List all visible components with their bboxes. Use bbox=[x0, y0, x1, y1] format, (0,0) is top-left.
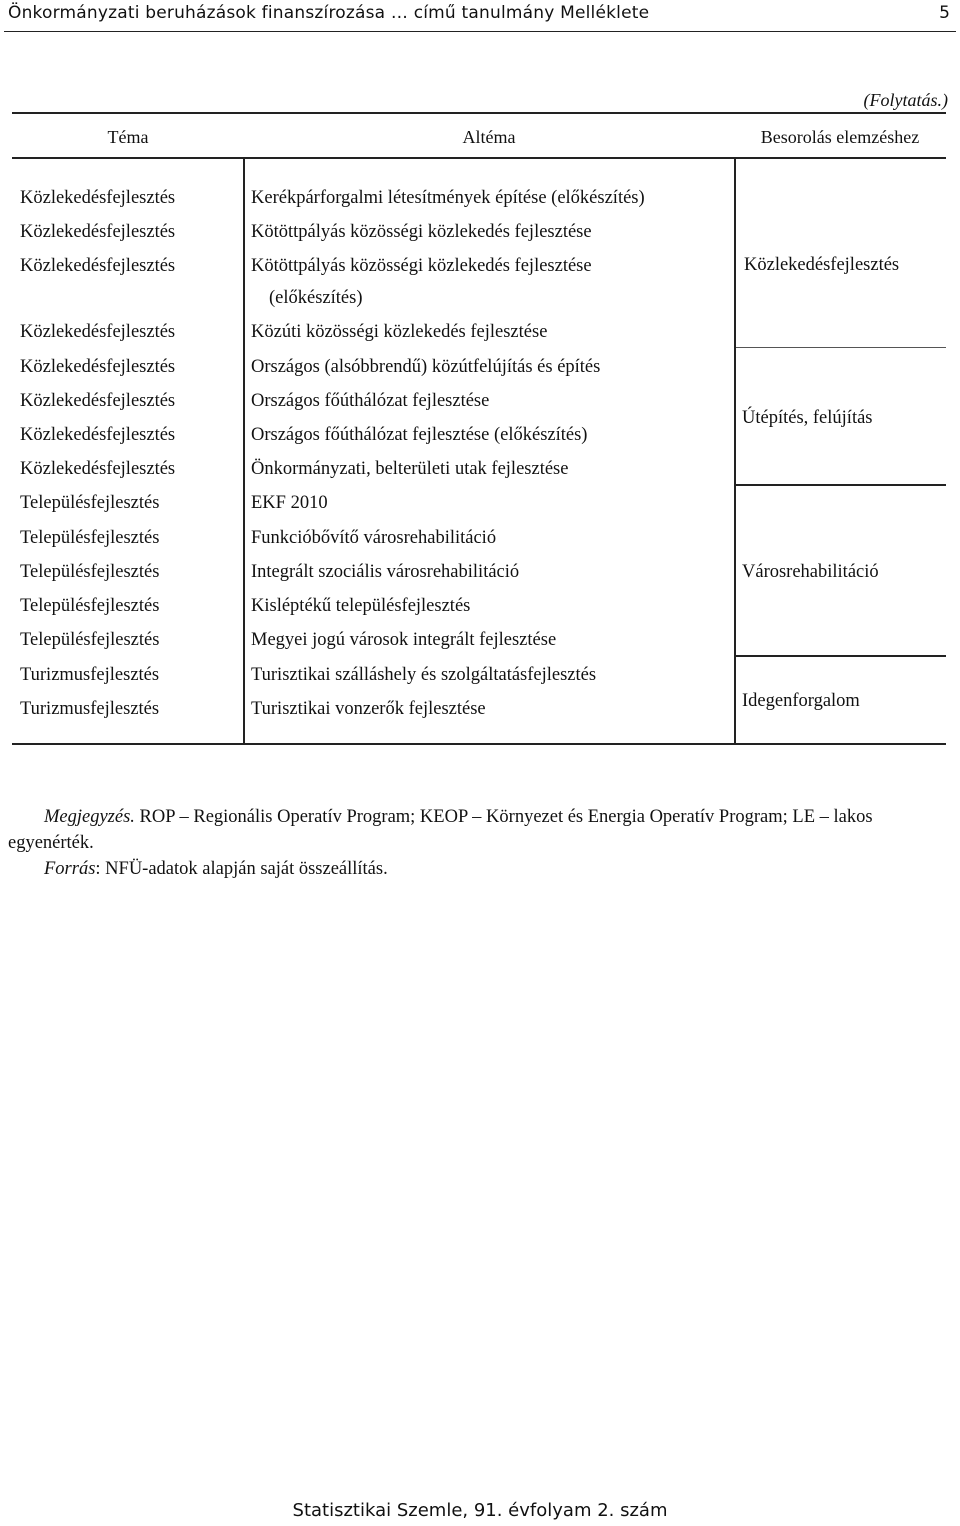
col-divider-1 bbox=[243, 158, 245, 744]
table-row-altema: Turisztikai vonzerők fejlesztése bbox=[251, 699, 486, 719]
table-row-altema: Integrált szociális városrehabilitáció bbox=[251, 562, 520, 582]
table-row-altema: Önkormányzati, belterületi utak fejlesztése bbox=[251, 459, 569, 479]
table-row-altema: EKF 2010 bbox=[251, 493, 328, 513]
table-row-tema: Közlekedésfejlesztés bbox=[20, 459, 176, 479]
running-header bbox=[0, 0, 960, 30]
group-label-kozlekedes: Közlekedésfejlesztés bbox=[744, 255, 900, 275]
table-row-tema: Turizmusfejlesztés bbox=[20, 699, 160, 719]
header-divider bbox=[4, 31, 956, 32]
table-row-tema: Közlekedésfejlesztés bbox=[20, 188, 176, 208]
table-row-altema: Országos főúthálózat fejlesztése (előkészítés) bbox=[251, 425, 588, 445]
table-top-rule bbox=[12, 112, 946, 114]
group-label-idegenforgalom: Idegenforgalom bbox=[742, 691, 860, 711]
table-row-altema: Megyei jogú városok integrált fejlesztése bbox=[251, 630, 557, 650]
source-text: : NFÜ-adatok alapján saját összeállítás. bbox=[95, 859, 388, 879]
table-row-altema: Kötöttpályás közösségi közlekedés fejlesztése bbox=[251, 222, 592, 242]
table-row-altema-continued: (előkészítés) bbox=[269, 288, 363, 308]
header-title: Önkormányzati beruházások finanszírozása … című tanulmány Melléklete bbox=[8, 3, 650, 23]
table-note bbox=[8, 804, 948, 856]
table-row-altema: Országos főúthálózat fejlesztése bbox=[251, 391, 490, 411]
table-row-tema: Közlekedésfejlesztés bbox=[20, 391, 176, 411]
table-bottom-rule bbox=[12, 743, 946, 745]
note-text: ROP – Regionális Operatív Program; KEOP – Környezet és Energia Operatív Program; LE – lakos egyenérték. bbox=[8, 807, 873, 853]
table-row-altema: Közúti közösségi közlekedés fejlesztése bbox=[251, 322, 548, 342]
page-number: 5 bbox=[939, 3, 950, 23]
group-divider-1 bbox=[736, 347, 946, 348]
page-footer: Statisztikai Szemle, 91. évfolyam 2. szám bbox=[292, 1500, 668, 1521]
table-row-tema: Településfejlesztés bbox=[20, 493, 160, 513]
table-row-tema: Közlekedésfejlesztés bbox=[20, 222, 176, 242]
table-row-altema: Kerékpárforgalmi létesítmények építése (előkészítés) bbox=[251, 188, 645, 208]
group-label-varosrehab: Városrehabilitáció bbox=[742, 562, 879, 582]
table-row-altema: Országos (alsóbbrendű) közútfelújítás és építés bbox=[251, 357, 601, 377]
group-divider-3 bbox=[736, 655, 946, 657]
col-header-tema: Téma bbox=[107, 127, 149, 147]
table-row-tema: Közlekedésfejlesztés bbox=[20, 322, 176, 342]
table-row-tema: Településfejlesztés bbox=[20, 630, 160, 650]
header-bottom-rule bbox=[12, 157, 946, 159]
table-row-tema: Közlekedésfejlesztés bbox=[20, 357, 176, 377]
table-row-tema: Turizmusfejlesztés bbox=[20, 665, 160, 685]
note-label: Megjegyzés. bbox=[44, 807, 135, 827]
col-header-besorolas: Besorolás elemzéshez bbox=[760, 127, 920, 147]
group-label-utepites: Útépítés, felújítás bbox=[742, 408, 873, 428]
continued-label: (Folytatás.) bbox=[863, 90, 948, 110]
table-row-tema: Településfejlesztés bbox=[20, 528, 160, 548]
table-row-tema: Településfejlesztés bbox=[20, 596, 160, 616]
source-label: Forrás bbox=[44, 859, 96, 879]
table-row-tema: Településfejlesztés bbox=[20, 562, 160, 582]
table-row-tema: Közlekedésfejlesztés bbox=[20, 256, 176, 276]
table-source bbox=[8, 856, 948, 882]
table-row-altema: Kötöttpályás közösségi közlekedés fejlesztése bbox=[251, 256, 592, 276]
col-header-altema: Altéma bbox=[462, 127, 516, 147]
group-divider-2 bbox=[736, 484, 946, 486]
table-row-tema: Közlekedésfejlesztés bbox=[20, 425, 176, 445]
table-row-altema: Funkcióbővítő városrehabilitáció bbox=[251, 528, 497, 548]
table-row-altema: Turisztikai szálláshely és szolgáltatásfejlesztés bbox=[251, 665, 597, 685]
table-row-altema: Kisléptékű településfejlesztés bbox=[251, 596, 471, 616]
